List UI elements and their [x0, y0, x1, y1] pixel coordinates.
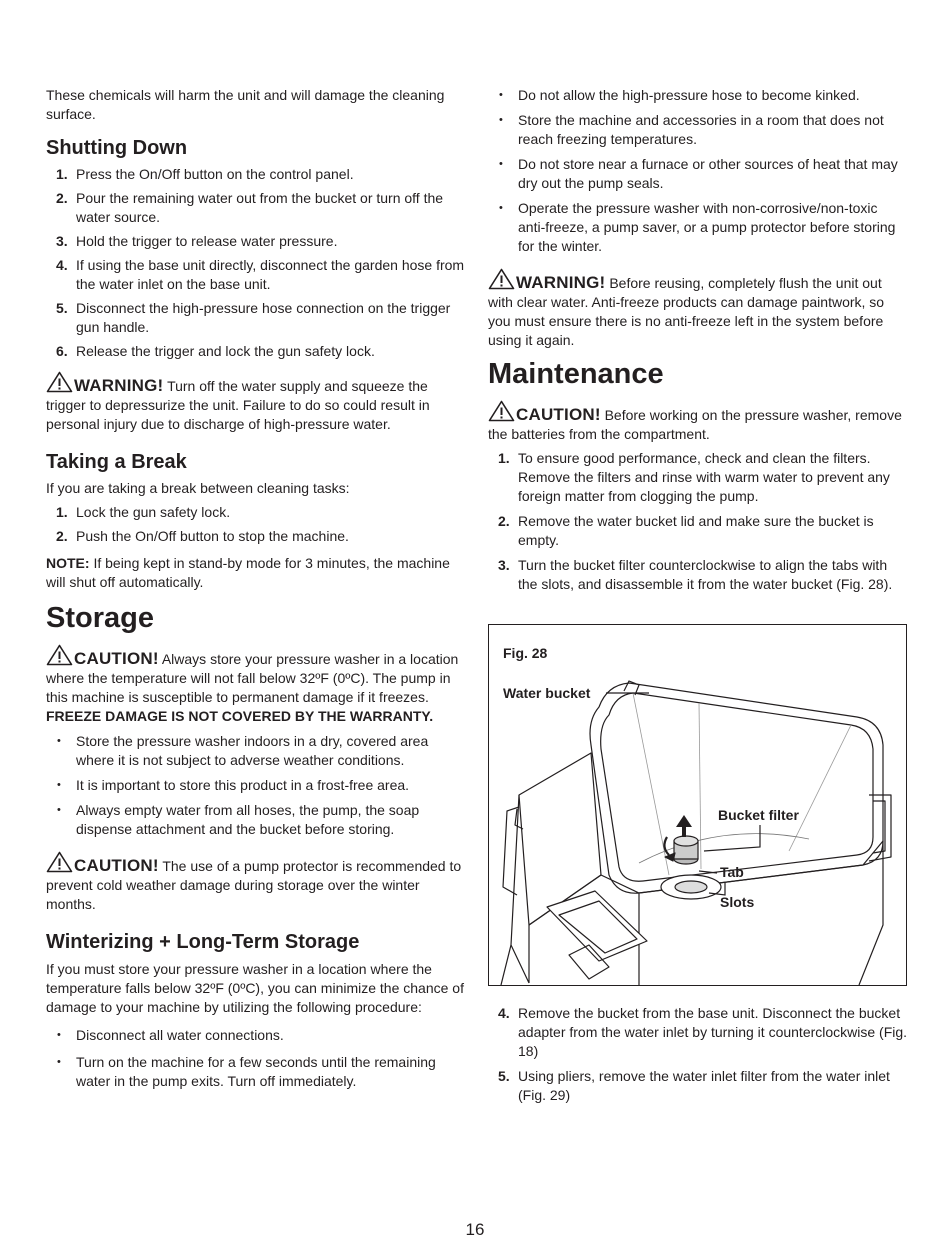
- bullet-icon: •: [57, 735, 61, 747]
- bullet-icon: •: [499, 114, 503, 126]
- list-item: • It is important to store this product in a frost-free area.: [57, 777, 410, 793]
- list-item: • Store the pressure washer indoors in a dry, covered area where it is not subject to adverse weather conditions.: [57, 733, 429, 768]
- taking-break-steps: [46, 503, 466, 546]
- list-item: 4. If using the base unit directly, disconnect the garden hose from the water inlet on the base unit.: [56, 257, 465, 292]
- bullet-icon: •: [499, 89, 503, 101]
- maintenance-caution: CAUTION! Before working on the pressure washer, remove the batteries from the compartment.: [488, 400, 908, 444]
- bullet-icon: •: [57, 1029, 61, 1041]
- taking-break-intro: If you are taking a break between cleaning tasks:: [46, 480, 350, 496]
- list-item: • Turn on the machine for a few seconds until the remaining water in the pump exits. Turn off immediately.: [57, 1054, 436, 1089]
- list-item: 3. Hold the trigger to release water pressure.: [56, 233, 338, 249]
- shutting-down-steps: [46, 165, 466, 361]
- taking-break-heading: Taking a Break: [46, 451, 187, 473]
- bucket-illustration: [489, 625, 906, 985]
- bullet-icon: •: [57, 804, 61, 816]
- maintenance-steps: [488, 449, 908, 594]
- warning-label: WARNING!: [516, 273, 606, 292]
- figure-28: [488, 624, 907, 986]
- winterizing-bullets: [46, 1026, 466, 1091]
- bullet-icon: •: [57, 1056, 61, 1068]
- list-item: 1. Press the On/Off button on the control panel.: [56, 166, 354, 182]
- warning-triangle-icon: [488, 268, 515, 290]
- figure-caption: Fig. 28: [503, 645, 548, 661]
- maintenance-heading: Maintenance: [488, 358, 664, 390]
- storage-caution-2: CAUTION! The use of a pump protector is recommended to prevent cold weather damage during storage over the winter months.: [46, 851, 466, 914]
- storage-heading: Storage: [46, 602, 154, 634]
- label-water-bucket: Water bucket: [503, 685, 591, 701]
- label-slots: Slots: [720, 894, 755, 910]
- left-column: [46, 86, 466, 1091]
- maintenance-steps-continued: [488, 1004, 908, 1105]
- caution-label: CAUTION!: [74, 649, 159, 668]
- storage-bullets: [46, 732, 466, 839]
- list-item: • Do not allow the high-pressure hose to become kinked.: [499, 87, 860, 103]
- storage-caution: CAUTION! Always store your pressure washer in a location where the temperature will not fall below 32ºF (0ºC). The pump in this machine is susceptible to permanent damage if it freezes. FREEZE DAMAGE IS NOT COVERED BY THE WARRANTY.: [46, 644, 466, 726]
- label-tab: Tab: [720, 864, 744, 880]
- list-item: • Always empty water from all hoses, the pump, the soap dispense attachment and the bucket before storing.: [57, 802, 420, 837]
- list-item: • Do not store near a furnace or other sources of heat that may dry out the pump seals.: [499, 156, 898, 191]
- list-item: • Operate the pressure washer with non-corrosive/non-toxic anti-freeze, a pump saver, or a pump protector before storing for the winter.: [499, 200, 896, 254]
- bullet-icon: •: [499, 202, 503, 214]
- caution-label: CAUTION!: [516, 405, 601, 424]
- right-column: [488, 86, 908, 594]
- warning-triangle-icon: [46, 644, 73, 666]
- list-item: 1. Lock the gun safety lock.: [56, 504, 231, 520]
- storage-tips-bullets: [488, 86, 908, 256]
- list-item: 2. Pour the remaining water out from the bucket or turn off the water source.: [56, 190, 444, 225]
- list-item: 5. Disconnect the high-pressure hose connection on the trigger gun handle.: [56, 300, 451, 335]
- list-item: 2. Remove the water bucket lid and make sure the bucket is empty.: [498, 513, 874, 548]
- list-item: 1. To ensure good performance, check and clean the filters. Remove the filters and rinse with warm water to prevent any foreign matter from clogging the pump.: [498, 450, 890, 504]
- list-item: 2. Push the On/Off button to stop the machine.: [56, 528, 349, 544]
- reuse-warning: WARNING! Before reusing, completely flush the unit out with clear water. Anti-freeze products can damage paintwork, so you must ensure there is no anti-freeze left in the system before using it again.: [488, 268, 908, 350]
- winterizing-heading: Winterizing + Long-Term Storage: [46, 931, 360, 953]
- winterizing-intro: If you must store your pressure washer in a location where the temperature falls below 32ºF (0ºC), you can minimize the chance of damage to your machine by utilizing the following procedure:: [46, 961, 464, 1015]
- warning-label: WARNING!: [74, 376, 164, 395]
- list-item: • Disconnect all water connections.: [57, 1027, 284, 1043]
- note-text: NOTE: If being kept in stand-by mode for 3 minutes, the machine will shut off automatically.: [46, 555, 450, 590]
- maintenance-steps-2: [488, 1004, 908, 1105]
- page-number: 16: [465, 1220, 485, 1239]
- bullet-icon: •: [499, 158, 503, 170]
- shutting-down-heading: Shutting Down: [46, 137, 188, 159]
- list-item: 6. Release the trigger and lock the gun safety lock.: [56, 343, 375, 359]
- warning-text: Turn off the water supply and squeeze the trigger to depressurize the unit. Failure to do so could result in personal injury due to discharge of high-pressure water.: [46, 378, 430, 432]
- list-item: • Store the machine and accessories in a room that does not reach freezing temperatures.: [499, 112, 884, 147]
- caution-label: CAUTION!: [74, 856, 159, 875]
- warranty-notice: FREEZE DAMAGE IS NOT COVERED BY THE WARRANTY.: [46, 708, 434, 724]
- label-bucket-filter: Bucket filter: [718, 807, 799, 823]
- shutdown-warning: [46, 371, 466, 434]
- warning-triangle-icon: [46, 851, 73, 873]
- intro-text: These chemicals will harm the unit and will damage the cleaning surface.: [46, 87, 445, 122]
- warning-triangle-icon: [46, 371, 73, 393]
- list-item: 4. Remove the bucket from the base unit. Disconnect the bucket adapter from the water inlet by turning it counterclockwise (Fig. 18): [498, 1005, 908, 1059]
- list-item: 3. Turn the bucket filter counterclockwise to align the tabs with the slots, and disassemble it from the water bucket (Fig. 28).: [498, 557, 893, 592]
- warning-triangle-icon: [488, 400, 515, 422]
- list-item: 5. Using pliers, remove the water inlet filter from the water inlet (Fig. 29): [498, 1068, 890, 1103]
- bullet-icon: •: [57, 779, 61, 791]
- note-label: NOTE:: [46, 555, 90, 571]
